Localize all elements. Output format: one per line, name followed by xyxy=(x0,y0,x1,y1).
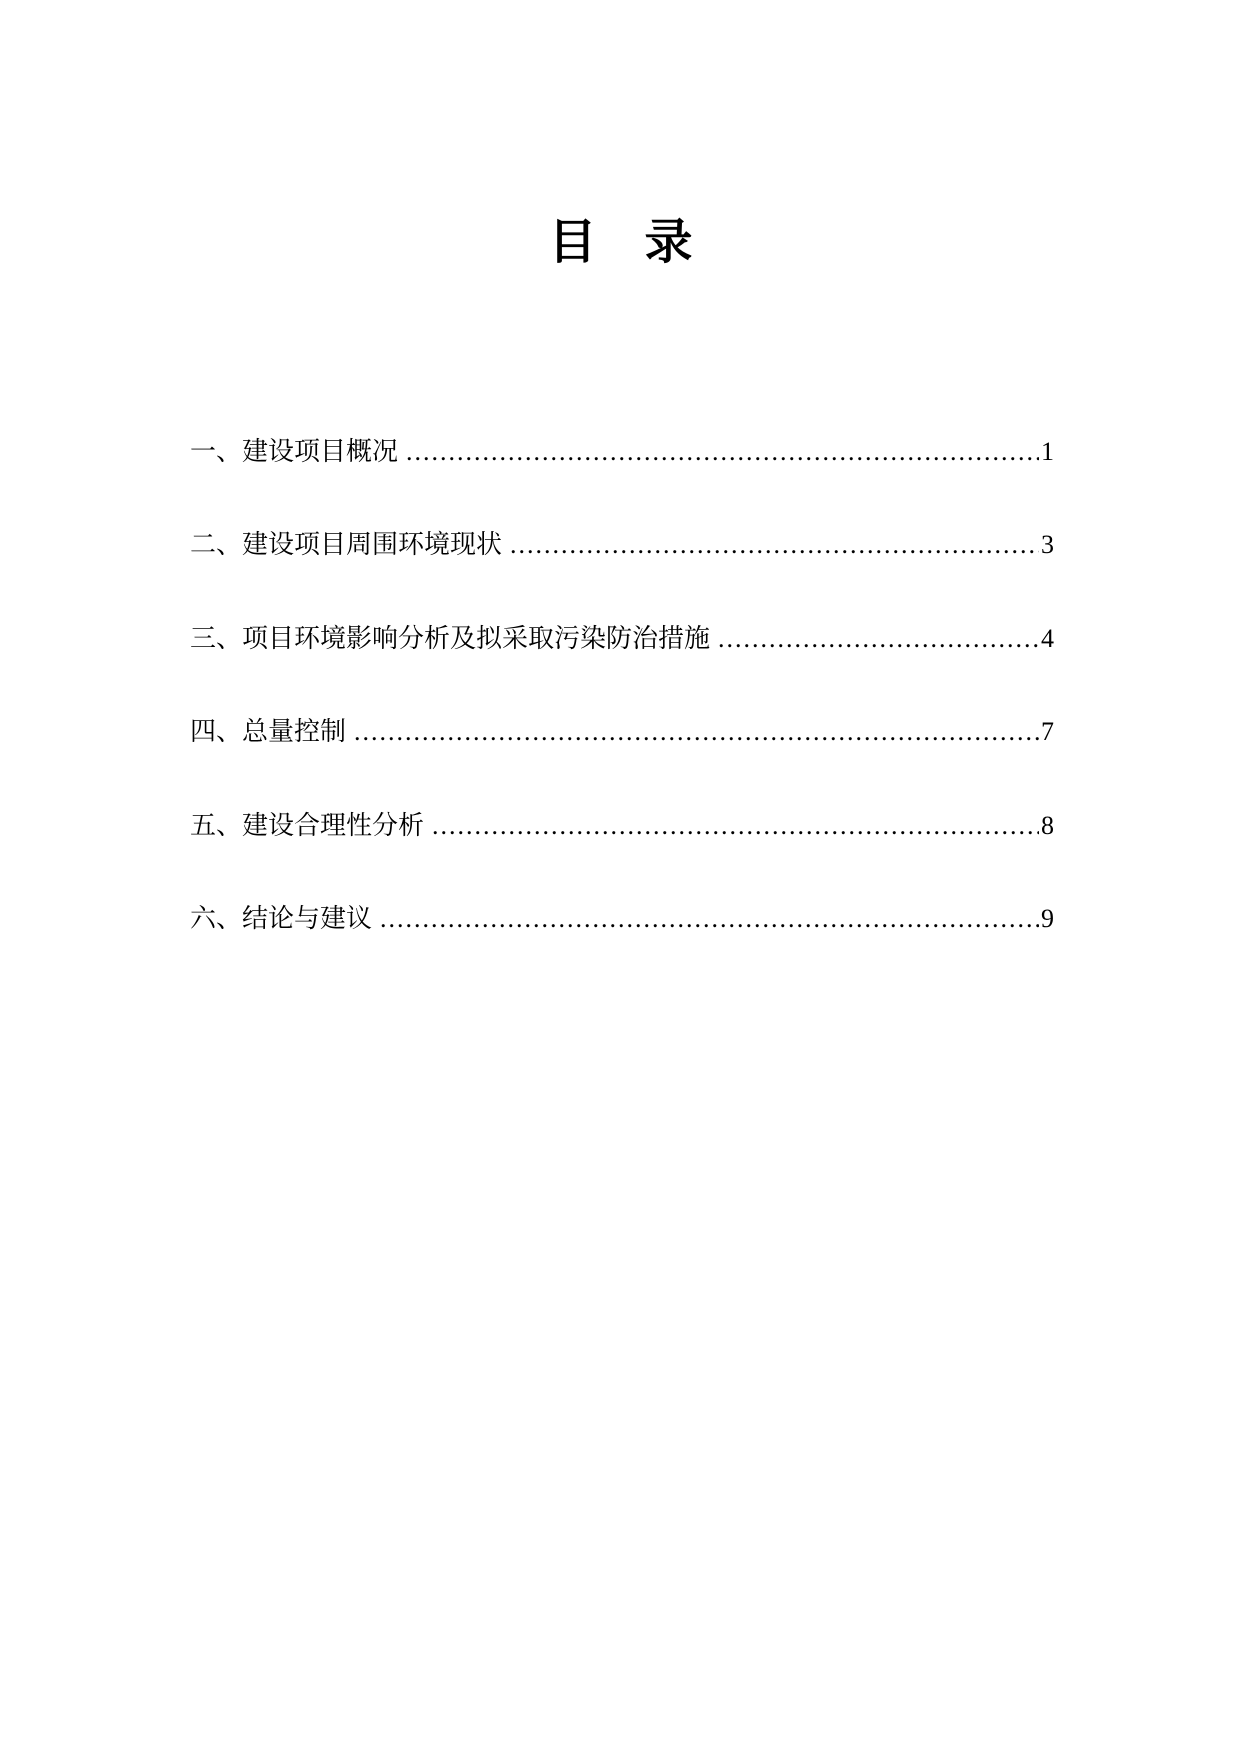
toc-dot-leader xyxy=(354,712,1039,752)
toc-dot-leader xyxy=(510,525,1039,565)
toc-page-number: 4 xyxy=(1041,623,1054,653)
page-title xyxy=(0,212,1241,272)
toc-entry[interactable] xyxy=(190,806,1054,899)
toc-dot-leader xyxy=(432,806,1039,846)
toc-entry[interactable] xyxy=(190,712,1054,805)
toc-entry[interactable] xyxy=(190,432,1054,525)
toc-dot-leader xyxy=(406,432,1039,472)
table-of-contents xyxy=(190,432,1054,992)
toc-page-number: 1 xyxy=(1041,437,1054,466)
toc-entry-label: 六、结论与建议 xyxy=(190,903,373,934)
toc-dot-leader xyxy=(380,899,1039,939)
toc-entry[interactable] xyxy=(190,525,1054,618)
toc-page-number: 8 xyxy=(1041,810,1054,840)
toc-entry[interactable] xyxy=(190,899,1054,992)
toc-entry-label: 五、建设合理性分析 xyxy=(190,810,425,841)
title-char-right: 录 xyxy=(644,214,693,270)
toc-entry-label: 一、建设项目概况 xyxy=(190,437,399,467)
title-char-left: 目 xyxy=(548,214,597,270)
toc-page-number: 9 xyxy=(1041,903,1054,933)
toc-dot-leader xyxy=(718,619,1039,659)
toc-entry-label: 二、建设项目周围环境现状 xyxy=(190,530,503,561)
toc-entry[interactable] xyxy=(190,619,1054,712)
toc-page-number: 7 xyxy=(1041,717,1054,747)
toc-entry-label: 四、总量控制 xyxy=(190,717,347,748)
toc-entry-label: 三、项目环境影响分析及拟采取污染防治措施 xyxy=(190,623,711,654)
toc-page-number: 3 xyxy=(1041,530,1054,560)
